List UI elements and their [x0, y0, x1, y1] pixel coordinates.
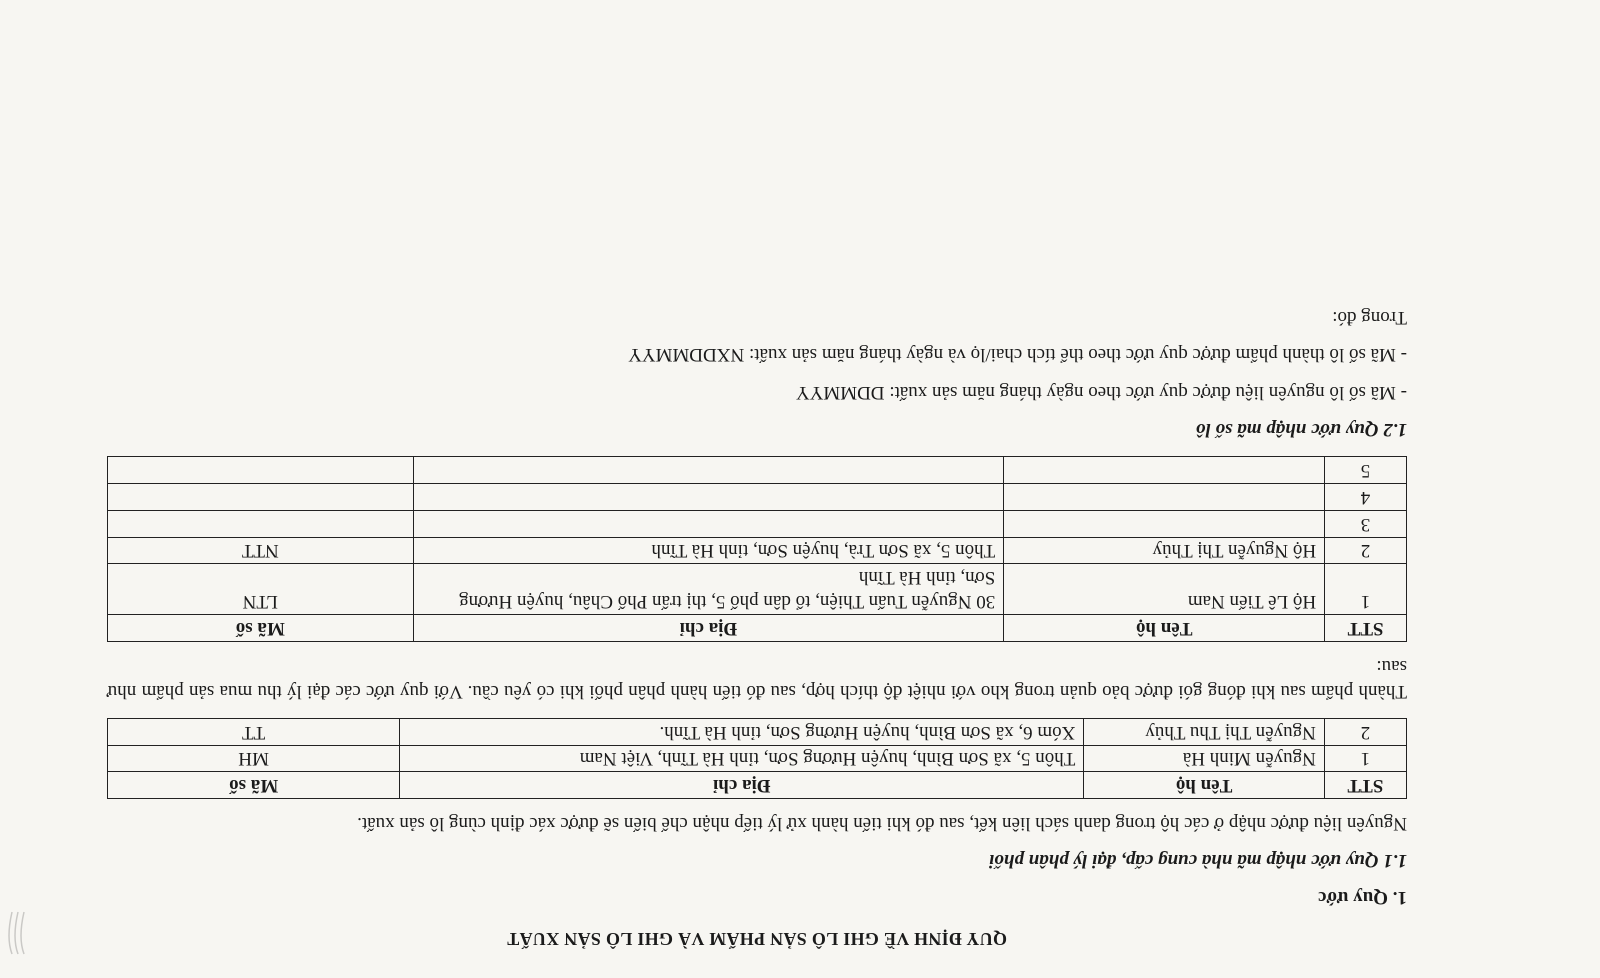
header-code: Mã số [108, 614, 414, 641]
cell-code: MH [108, 745, 400, 772]
cell-code [108, 456, 414, 483]
cell-code: TT [108, 718, 400, 745]
header-code: Mã số [108, 772, 400, 799]
cell-stt: 5 [1325, 456, 1407, 483]
cell-name: Nguyễn Thị Thu Thủy [1084, 718, 1324, 745]
cell-name: Nguyễn Minh Hà [1084, 745, 1324, 772]
cell-code [108, 483, 414, 510]
subsection-1-2-heading: 1.2 Quy ước nhập mã số lô [1195, 418, 1407, 440]
cell-address: Xóm 6, xã Sơn Bình, huyện Hương Sơn, tỉnh Hà Tĩnh. [400, 718, 1084, 745]
header-name: Tên hộ [1084, 772, 1324, 799]
table-row [108, 718, 1407, 745]
trailing-text: Trong đó: [1332, 307, 1407, 329]
table-header-row [108, 772, 1407, 799]
bullet-product-lot: - Mã số lô thành phẩm được quy ước theo thể tích chai/lọ và ngày tháng năm sản xuất: NXDDMMYY [628, 344, 1407, 366]
table-row [108, 564, 1407, 615]
cell-address [413, 483, 1004, 510]
header-address: Địa chỉ [413, 614, 1004, 641]
cell-name [1004, 510, 1325, 537]
cell-address [413, 510, 1004, 537]
document-title: QUY ĐỊNH VỀ GHI LÔ SẢN PHẨM VÀ GHI LÔ SẢN XUẤT [506, 929, 1008, 949]
cell-address: Thôn 5, xã Sơn Bình, huyện Hương Sơn, tỉnh Hà Tĩnh, Việt Nam [400, 745, 1084, 772]
section-1-heading: 1. Quy ước [1318, 887, 1407, 909]
header-name: Tên hộ [1004, 614, 1325, 641]
cell-name [1004, 483, 1325, 510]
table-row [108, 483, 1407, 510]
header-stt: STT [1324, 772, 1406, 799]
table-row [108, 745, 1407, 772]
suppliers-paragraph: Nguyên liệu được nhập ở các hộ trong danh sách liên kết, sau đó khi tiến hành xử lý tiếp nhận chế biến sẽ được xác định cùng lô sản xuất. [357, 813, 1407, 835]
cell-name: Hộ Lê Tiến Nam [1004, 564, 1325, 615]
bullet-material-lot: - Mã số lô nguyên liệu được quy ước theo ngày tháng năm sản xuất: DDMMYY [795, 381, 1407, 403]
table-row [108, 537, 1407, 564]
document-body [107, 293, 1407, 950]
cell-name: Hộ Nguyễn Thị Thủy [1004, 537, 1325, 564]
suppliers-table [107, 718, 1407, 799]
cell-address: Thôn 5, xã Sơn Trà, huyện Sơn, tỉnh Hà Tĩnh [413, 537, 1004, 564]
agents-table [107, 456, 1407, 642]
cell-stt: 4 [1325, 483, 1407, 510]
cell-code: NTT [108, 537, 414, 564]
cell-stt: 1 [1324, 745, 1406, 772]
cell-code [108, 510, 414, 537]
table-row [108, 510, 1407, 537]
cell-stt: 2 [1325, 537, 1407, 564]
scan-edge-mark-icon [6, 908, 28, 958]
header-stt: STT [1325, 614, 1407, 641]
cell-stt: 3 [1325, 510, 1407, 537]
table-header-row [108, 614, 1407, 641]
cell-stt: 2 [1324, 718, 1406, 745]
header-address: Địa chỉ [400, 772, 1084, 799]
cell-name [1004, 456, 1325, 483]
cell-stt: 1 [1325, 564, 1407, 615]
table-row [108, 456, 1407, 483]
cell-address [413, 456, 1004, 483]
subsection-1-1-heading: 1.1 Quy ước nhập mã nhà cung cấp, đại lý phân phối [989, 850, 1407, 872]
cell-code: LTN [108, 564, 414, 615]
cell-address: 30 Nguyễn Tuấn Thiện, tổ dân phố 5, thị trấn Phố Châu, huyện Hương Sơn, tỉnh Hà Tĩnh [413, 564, 1004, 615]
agents-paragraph: Thành phẩm sau khi đóng gói được bảo quản trong kho với nhiệt độ thích hợp, sau đó tiến hành phân phối khi có yêu cầu. Với quy ước các đại lý thu mua sản phẩm như sau: [107, 655, 1407, 702]
